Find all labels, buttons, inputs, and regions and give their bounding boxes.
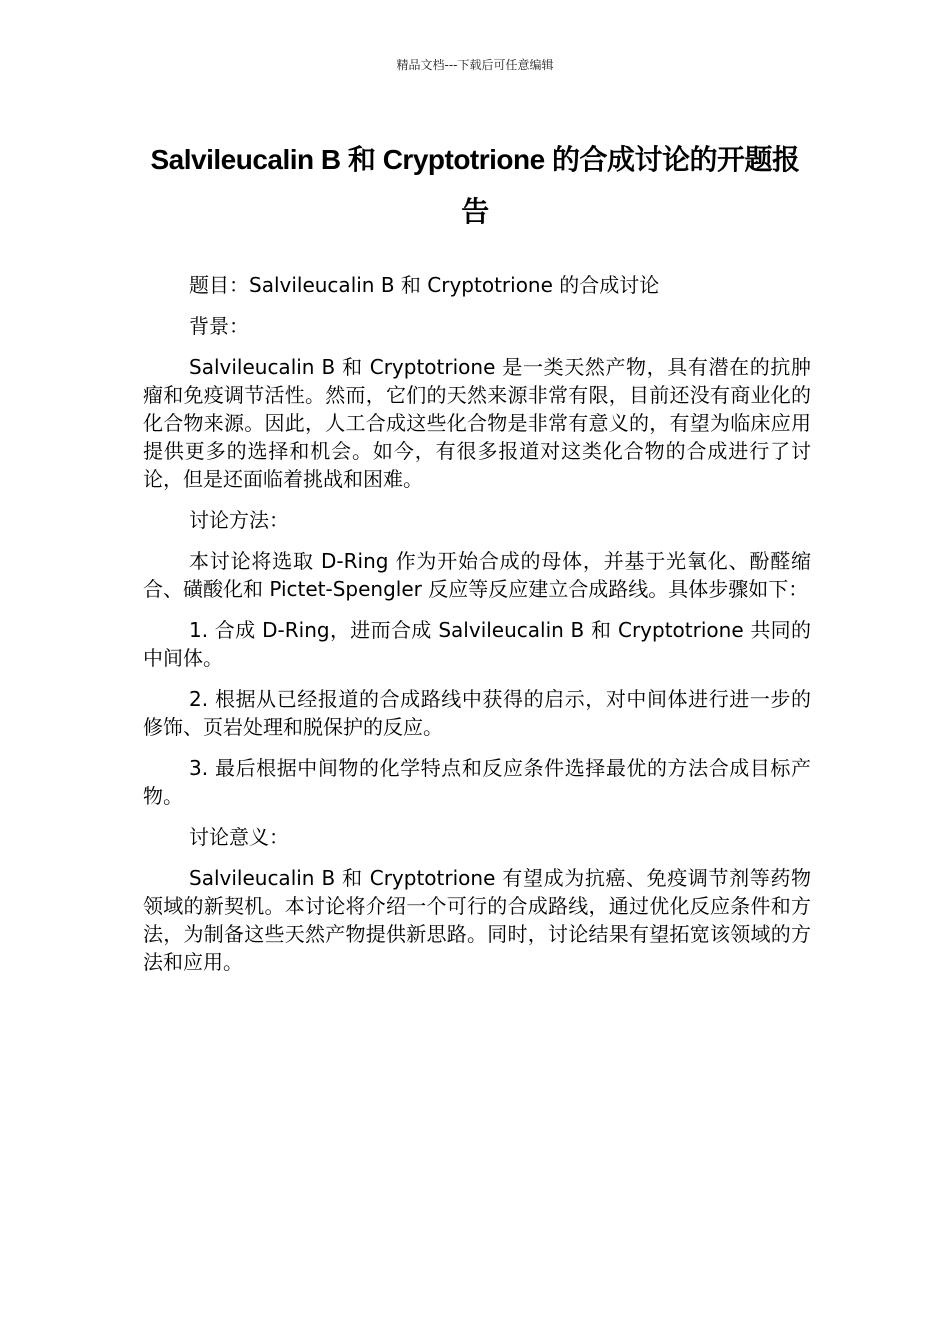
header-note: 精品文档---下载后可任意编辑 <box>396 58 554 72</box>
step-item: 2. 根据从已经报道的合成路线中获得的启示，对中间体进行进一步的修饰、页岩处理和脱保护的反应。 <box>143 687 811 739</box>
method-label: 讨论方法： <box>189 508 289 532</box>
method-intro-paragraph: 本讨论将选取 D-Ring 作为开始合成的母体，并基于光氧化、酚醛缩合、磺酸化和 Pictet-Spengler 反应等反应建立合成路线。具体步骤如下： <box>143 549 811 601</box>
document-title: Salvileucalin B 和 Cryptotrione 的合成讨论的开题报告 <box>150 144 800 227</box>
significance-paragraph: Salvileucalin B 和 Cryptotrione 有望成为抗癌、免疫调节剂等药物领域的新契机。本讨论将介绍一个可行的合成路线，通过优化反应条件和方法，为制备这些天然产物提供新思路。同时，讨论结果有望拓宽该领域的方法和应用。 <box>143 866 811 974</box>
subject-line: 题目：Salvileucalin B 和 Cryptotrione 的合成讨论 <box>189 273 660 297</box>
document-body <box>143 271 811 989</box>
step-item: 1. 合成 D-Ring，进而合成 Salvileucalin B 和 Cryptotrione 共同的中间体。 <box>143 618 811 670</box>
significance-label: 讨论意义： <box>189 825 289 849</box>
step-item: 3. 最后根据中间物的化学特点和反应条件选择最优的方法合成目标产物。 <box>143 756 811 808</box>
background-paragraph: Salvileucalin B 和 Cryptotrione 是一类天然产物，具有潜在的抗肿瘤和免疫调节活性。然而，它们的天然来源非常有限，目前还没有商业化的化合物来源。因此，人工合成这些化合物是非常有意义的，有望为临床应用提供更多的选择和机会。如今，有很多报道对这类化合物的合成进行了讨论，但是还面临着挑战和困难。 <box>143 355 811 491</box>
background-label: 背景： <box>189 314 249 338</box>
